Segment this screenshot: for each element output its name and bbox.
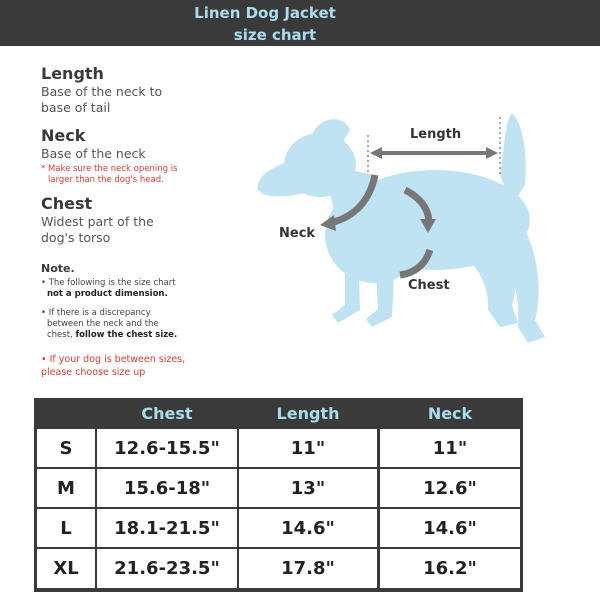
chest-label: Chest: [408, 278, 450, 293]
note-item-2: • If there is a discrepancy between the neck and the chest, follow the chest size.: [41, 308, 178, 340]
note-title: Note.: [41, 262, 75, 275]
neck-label: Neck: [279, 226, 316, 241]
length-desc-2: base of tail: [41, 100, 111, 115]
neck-xl: 16.2": [380, 549, 520, 588]
chest-m: 15.6-18": [97, 469, 237, 507]
size-m: M: [37, 469, 95, 507]
header-chest: Chest: [141, 404, 193, 423]
length-label: Length: [410, 127, 462, 142]
neck-title: Neck: [41, 126, 86, 145]
chest-s: 12.6-15.5": [97, 429, 237, 467]
neck-warning-1: * Make sure the neck opening is: [41, 164, 178, 174]
neck-warning-2: larger than the dog's head.: [48, 175, 164, 185]
chest-xl: 21.6-23.5": [97, 549, 237, 588]
header-length: Length: [276, 404, 340, 423]
length-xl: 17.8": [239, 549, 377, 588]
note-item-1: • The following is the size chart not a product dimension.: [41, 278, 176, 299]
header-neck: Neck: [427, 404, 473, 423]
length-arrow-icon: [368, 117, 500, 175]
chest-desc-1: Widest part of the: [41, 214, 154, 229]
neck-s: 11": [380, 429, 520, 467]
length-m: 13": [239, 469, 377, 507]
length-desc-1: Base of the neck to: [41, 84, 163, 99]
length-l: 14.6": [239, 509, 377, 547]
neck-l: 14.6": [380, 509, 520, 547]
chest-desc-2: dog's torso: [41, 230, 111, 245]
page-subtitle: size chart: [233, 26, 317, 44]
length-s: 11": [239, 429, 377, 467]
length-title: Length: [41, 64, 104, 83]
size-up-notice: • If your dog is between sizes, please choose size up: [41, 354, 186, 378]
chest-title: Chest: [41, 194, 93, 213]
size-s: S: [37, 429, 95, 467]
neck-desc: Base of the neck: [41, 146, 146, 161]
neck-m: 12.6": [380, 469, 520, 507]
size-xl: XL: [37, 549, 95, 588]
chest-l: 18.1-21.5": [97, 509, 237, 547]
size-l: L: [37, 509, 95, 547]
page-title: Linen Dog Jacket: [194, 4, 336, 22]
